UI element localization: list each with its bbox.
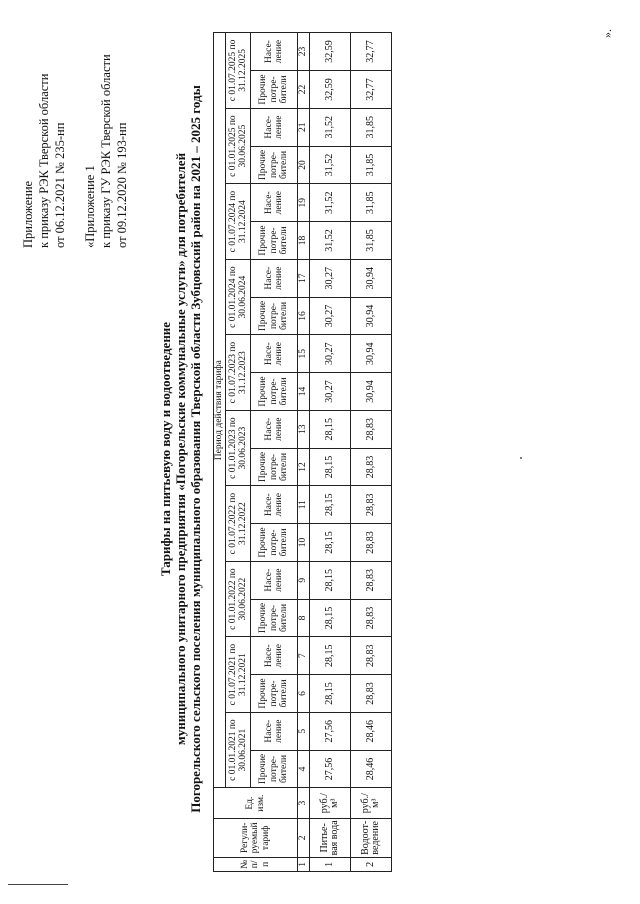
- sub-population: Насе-ление: [251, 335, 298, 373]
- column-number: 8: [298, 599, 310, 637]
- tariff-value: 30,27: [310, 335, 351, 373]
- column-number: 17: [298, 259, 310, 297]
- sub-population: Насе-ление: [251, 712, 298, 750]
- sub-other: Прочие потре-бители: [251, 448, 298, 486]
- header-line: Приложение: [21, 180, 35, 248]
- column-number: 21: [298, 108, 310, 146]
- row-name: Водоот-ведение: [351, 818, 392, 857]
- column-number: 20: [298, 146, 310, 184]
- period-cell: с 01.01.2021 по 30.06.2021: [226, 712, 251, 788]
- header-line: к приказу РЭК Тверской области: [37, 73, 51, 248]
- header-unit: Ед. изм.: [214, 788, 298, 819]
- sub-population: Насе-ление: [251, 259, 298, 297]
- tariff-value: 31,52: [310, 222, 351, 260]
- tariff-value: 30,27: [310, 297, 351, 335]
- row-name: Питье-вая вода: [310, 818, 351, 857]
- sub-other: Прочие потре-бители: [251, 146, 298, 184]
- sub-population: Насе-ление: [251, 184, 298, 222]
- table-row: [351, 33, 392, 872]
- title-line: муниципального унитарного предприятия «Погорельские коммунальные услуги» для потребителей: [173, 152, 188, 746]
- tariff-value: 32,59: [310, 71, 351, 109]
- tariff-value: 32,77: [351, 71, 392, 109]
- tariff-value: 28,15: [310, 561, 351, 599]
- scan-edge-line: [8, 884, 68, 885]
- column-number: 11: [298, 486, 310, 524]
- tariff-value: 28,83: [351, 599, 392, 637]
- tariff-value: 28,83: [351, 410, 392, 448]
- tariff-value: 28,46: [351, 750, 392, 788]
- tariff-value: 30,94: [351, 297, 392, 335]
- sub-population: Насе-ление: [251, 33, 298, 71]
- period-cell: с 01.01.2025 по 30.06.2025: [226, 108, 251, 184]
- column-number: 6: [298, 675, 310, 713]
- tariff-value: 31,85: [351, 146, 392, 184]
- column-number: 14: [298, 373, 310, 411]
- sub-other: Прочие потре-бители: [251, 524, 298, 562]
- sub-other: Прочие потре-бители: [251, 297, 298, 335]
- period-cell: с 01.07.2024 по 31.12.2024: [226, 184, 251, 260]
- tariff-value: 30,27: [310, 373, 351, 411]
- column-number: 19: [298, 184, 310, 222]
- column-number: 3: [298, 788, 310, 819]
- tariff-value: 31,52: [310, 108, 351, 146]
- period-cell: с 01.07.2022 по 31.12.2022: [226, 486, 251, 562]
- column-number: 16: [298, 297, 310, 335]
- tariff-value: 28,15: [310, 637, 351, 675]
- sub-other: Прочие потре-бители: [251, 675, 298, 713]
- column-number: 23: [298, 33, 310, 71]
- column-number: 1: [298, 857, 310, 871]
- column-number: 18: [298, 222, 310, 260]
- period-cell: с 01.07.2021 по 31.12.2021: [226, 637, 251, 713]
- header-line: от 09.12.2020 № 193-нп: [115, 122, 129, 248]
- tariff-value: 28,46: [351, 712, 392, 750]
- column-number: 22: [298, 71, 310, 109]
- sub-other: Прочие потре-бители: [251, 222, 298, 260]
- tariff-value: 28,83: [351, 448, 392, 486]
- tariff-value: 31,85: [351, 184, 392, 222]
- sub-other: Прочие потре-бители: [251, 71, 298, 109]
- header-tariff: Регули-руемый тариф: [214, 818, 298, 857]
- tariff-value: 27,56: [310, 712, 351, 750]
- column-number-row: [298, 33, 310, 872]
- column-number: 12: [298, 448, 310, 486]
- tariff-value: 30,94: [351, 373, 392, 411]
- column-number: 15: [298, 335, 310, 373]
- sub-population: Насе-ление: [251, 561, 298, 599]
- tariff-value: 32,77: [351, 33, 392, 71]
- row-num: 1: [310, 857, 351, 871]
- tariff-value: 31,85: [351, 108, 392, 146]
- tariff-value: 28,83: [351, 637, 392, 675]
- row-unit: руб./м³: [310, 788, 351, 819]
- column-number: 2: [298, 818, 310, 857]
- tariff-table: [213, 32, 392, 872]
- header-num: № п/п: [214, 857, 298, 871]
- sub-other: Прочие потре-бители: [251, 750, 298, 788]
- header-line: к приказу ГУ РЭК Тверской области: [99, 54, 113, 248]
- header-line: от 06.12.2021 № 235-нп: [53, 122, 67, 248]
- tariff-value: 28,15: [310, 410, 351, 448]
- title-line: Погорельского сельского поселения муниципального образования Тверской области Зубцовский район на 2021 – 2025 годы: [188, 85, 203, 813]
- tariff-value: 28,15: [310, 486, 351, 524]
- period-cell: с 01.01.2024 по 30.06.2024: [226, 259, 251, 335]
- tariff-value: 28,15: [310, 599, 351, 637]
- period-cell: с 01.07.2023 по 31.12.2023: [226, 335, 251, 411]
- column-number: 13: [298, 410, 310, 448]
- document-title: [158, 34, 203, 864]
- row-num: 2: [351, 857, 392, 871]
- column-number: 7: [298, 637, 310, 675]
- sub-population: Насе-ление: [251, 108, 298, 146]
- header-period: Период действия тарифа: [214, 33, 226, 788]
- tariff-value: 31,52: [310, 184, 351, 222]
- sub-population: Насе-ление: [251, 410, 298, 448]
- column-number: 10: [298, 524, 310, 562]
- tariff-value: 31,85: [351, 222, 392, 260]
- tariff-value: 31,52: [310, 146, 351, 184]
- sub-population: Насе-ление: [251, 486, 298, 524]
- period-cell: с 01.07.2025 по 31.12.2025: [226, 33, 251, 109]
- column-number: 4: [298, 750, 310, 788]
- sub-population: Насе-ление: [251, 637, 298, 675]
- tariff-value: 30,94: [351, 335, 392, 373]
- column-number: 5: [298, 712, 310, 750]
- tariff-value: 28,15: [310, 524, 351, 562]
- header-line: «Приложение 1: [83, 165, 97, 248]
- appendix-header: [20, 18, 130, 248]
- tariff-value: 30,94: [351, 259, 392, 297]
- tariff-value: 28,15: [310, 448, 351, 486]
- scan-speck: [520, 457, 522, 459]
- table-row: [310, 33, 351, 872]
- sub-other: Прочие потре-бители: [251, 373, 298, 411]
- tariff-value: 32,59: [310, 33, 351, 71]
- tariff-value: 28,83: [351, 486, 392, 524]
- column-number: 9: [298, 561, 310, 599]
- tariff-value: 30,27: [310, 259, 351, 297]
- closing-quote: ».: [600, 29, 614, 38]
- tariff-value: 28,83: [351, 561, 392, 599]
- title-line: Тарифы на питьевую воду и водоотведение: [158, 321, 173, 577]
- period-cell: с 01.01.2022 по 30.06.2022: [226, 561, 251, 637]
- tariff-value: 28,15: [310, 675, 351, 713]
- row-unit: руб./м³: [351, 788, 392, 819]
- period-cell: с 01.01.2023 по 30.06.2023: [226, 410, 251, 486]
- tariff-value: 27,56: [310, 750, 351, 788]
- tariff-value: 28,83: [351, 524, 392, 562]
- tariff-value: 28,83: [351, 675, 392, 713]
- sub-other: Прочие потре-бители: [251, 599, 298, 637]
